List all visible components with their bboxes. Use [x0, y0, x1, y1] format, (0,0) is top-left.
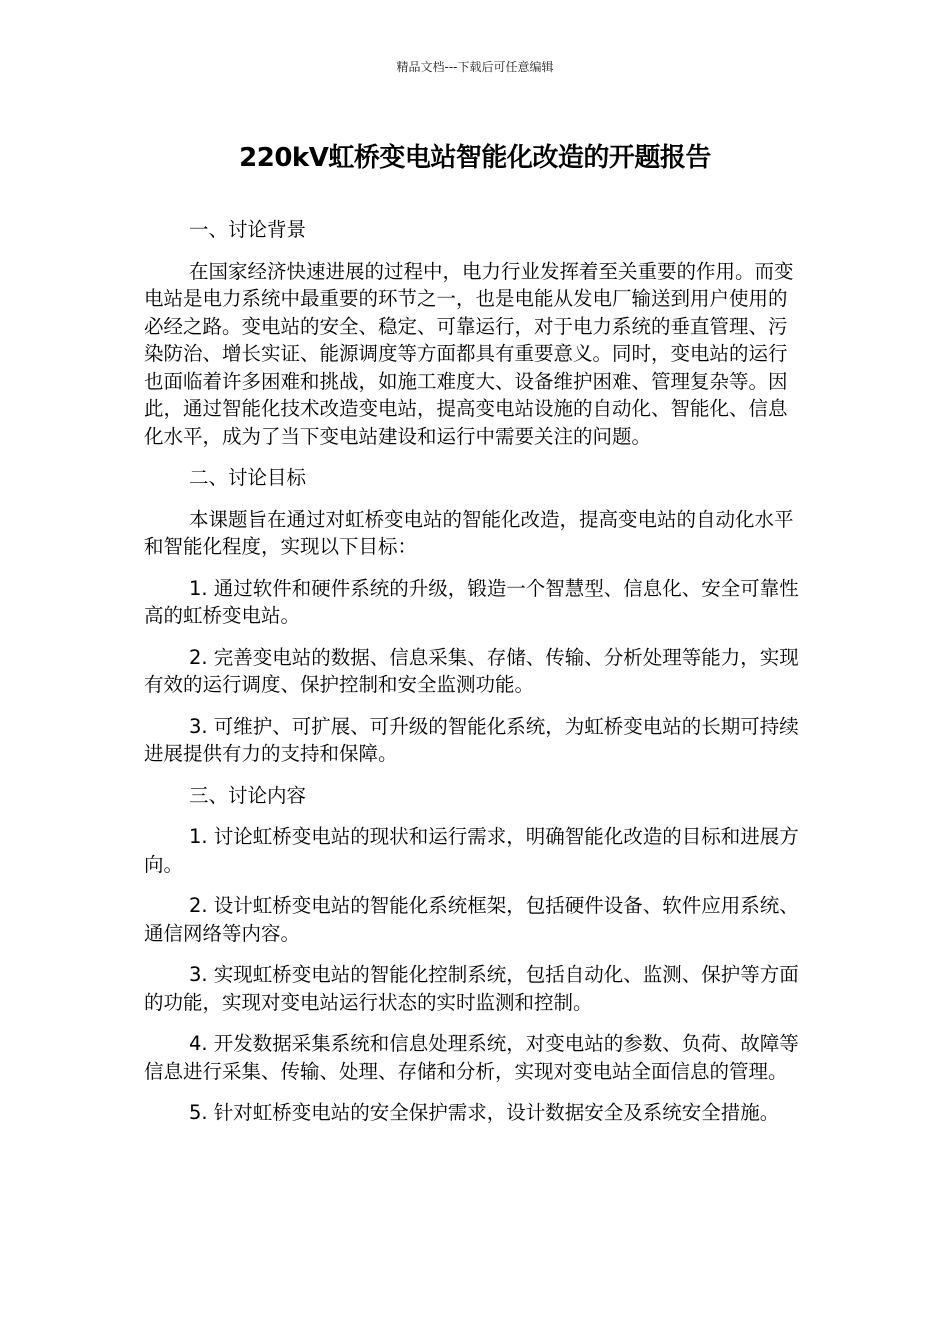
list-item: 2. 完善变电站的数据、信息采集、存储、传输、分析处理等能力，实现有效的运行调度、保护控制和安全监测功能。: [144, 645, 799, 696]
list-item: 4. 开发数据采集系统和信息处理系统，对变电站的参数、负荷、故障等信息进行采集、传输、处理、存储和分析，实现对变电站全面信息的管理。: [144, 1032, 799, 1083]
list-item: 3. 实现虹桥变电站的智能化控制系统，包括自动化、监测、保护等方面的功能，实现对变电站运行状态的实时监测和控制。: [144, 963, 799, 1014]
list-item: 3. 可维护、可扩展、可升级的智能化系统，为虹桥变电站的长期可持续进展提供有力的支持和保障。: [144, 714, 799, 765]
list-item: 1. 讨论虹桥变电站的现状和运行需求，明确智能化改造的目标和进展方向。: [144, 825, 799, 876]
section-heading: 三、讨论内容: [189, 783, 307, 807]
header-note: 精品文档---下载后可任意编辑: [396, 60, 554, 74]
paragraph: 本课题旨在通过对虹桥变电站的智能化改造，提高变电站的自动化水平和智能化程度，实现以下目标：: [144, 507, 794, 558]
section-heading: 二、讨论目标: [189, 466, 307, 489]
document-title: 220kV虹桥变电站智能化改造的开题报告: [239, 143, 711, 173]
list-item: 1. 通过软件和硬件系统的升级，锻造一个智慧型、信息化、安全可靠性高的虹桥变电站。: [144, 576, 799, 627]
section-heading: 一、讨论背景: [189, 218, 307, 241]
paragraph: 在国家经济快速进展的过程中，电力行业发挥着至关重要的作用。而变电站是电力系统中最重要的环节之一，也是电能从发电厂输送到用户使用的必经之路。变电站的安全、稳定、可靠运行，对于电力系统的垂直管理、污染防治、增长实证、能源调度等方面都具有重要意义。同时，变电站的运行也面临着许多困难和挑战，如施工难度大、设备维护困难、管理复杂等。因此，通过智能化技术改造变电站，提高变电站设施的自动化、智能化、信息化水平，成为了当下变电站建设和运行中需要关注的问题。: [144, 259, 794, 448]
document-body: [144, 216, 806, 1141]
list-item: 5. 针对虹桥变电站的安全保护需求，设计数据安全及系统安全措施。: [189, 1101, 780, 1124]
list-item: 2. 设计虹桥变电站的智能化系统框架，包括硬件设备、软件应用系统、通信网络等内容。: [144, 894, 799, 945]
